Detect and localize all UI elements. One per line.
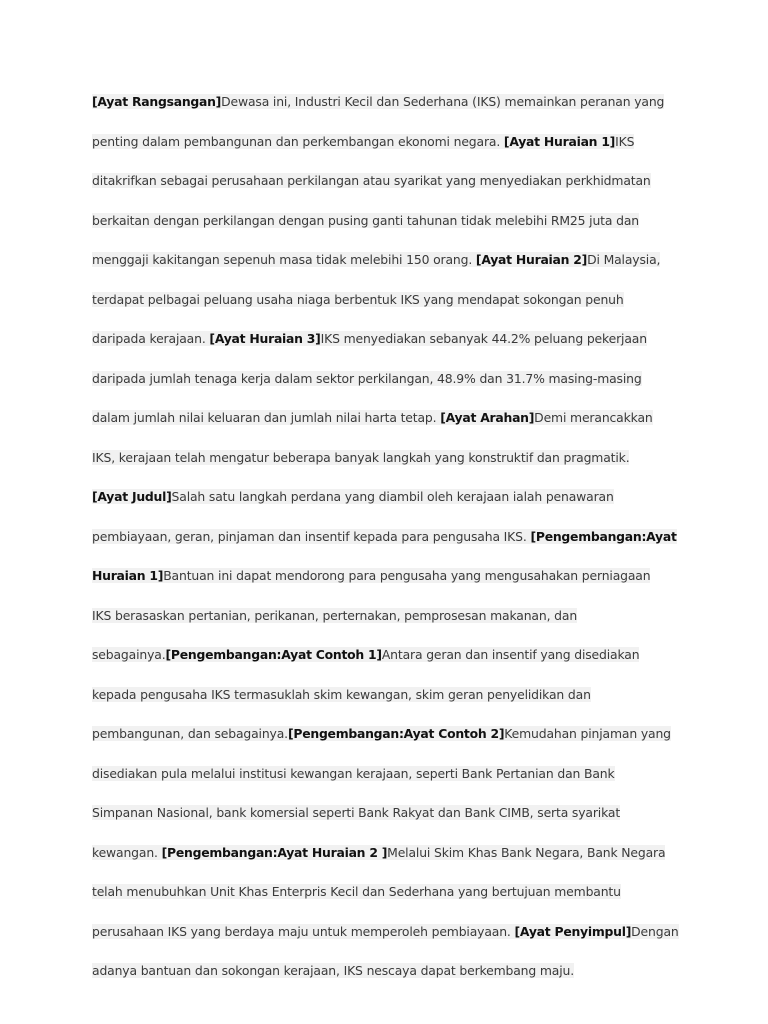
text-segment: menggaji kakitangan sepenuh masa tidak melebihi 150 orang.	[92, 252, 476, 267]
text-line	[92, 722, 671, 746]
text-segment: perusahaan IKS yang berdaya maju untuk memperoleh pembiayaan.	[92, 924, 515, 939]
text-segment: pembangunan, dan sebagainya.	[92, 726, 288, 741]
text-segment: Antara geran dan insentif yang disediakan	[381, 647, 640, 662]
structure-tag: [Ayat Penyimpul]	[514, 924, 632, 939]
text-line	[92, 327, 647, 351]
text-line	[92, 406, 653, 430]
text-segment: terdapat pelbagai peluang usaha niaga berbentuk IKS yang mendapat sokongan penuh	[92, 292, 624, 307]
text-segment: Bantuan ini dapat mendorong para pengusaha yang mengusahakan perniagaan	[163, 568, 651, 583]
text-line	[92, 880, 621, 904]
text-segment: daripada kerajaan.	[92, 331, 210, 346]
structure-tag: [Pengembangan:Ayat	[530, 529, 677, 544]
text-line	[92, 604, 577, 628]
structure-tag: [Pengembangan:Ayat Huraian 2 ]	[161, 845, 388, 860]
text-segment: ditakrifkan sebagai perusahaan perkilangan atau syarikat yang menyediakan perkhidmatan	[92, 173, 651, 188]
structure-tag: [Ayat Huraian 2]	[475, 252, 588, 267]
text-segment: Dengan	[631, 924, 679, 939]
text-segment: Di Malaysia,	[587, 252, 661, 267]
text-segment: dalam jumlah nilai keluaran dan jumlah nilai harta tetap.	[92, 410, 441, 425]
structure-tag: Huraian 1]	[92, 568, 164, 583]
text-line	[92, 564, 650, 588]
text-line	[92, 801, 620, 825]
text-line	[92, 446, 629, 470]
structure-tag: [Ayat Huraian 1]	[503, 134, 616, 149]
text-segment: berkaitan dengan perkilangan dengan pusing ganti tahunan tidak melebihi RM25 juta dan	[92, 213, 639, 228]
text-line	[92, 762, 615, 786]
text-segment: daripada jumlah tenaga kerja dalam sektor perkilangan, 48.9% dan 31.7% masing-masing	[92, 371, 642, 386]
text-segment: kepada pengusaha IKS termasuklah skim kewangan, skim geran penyelidikan dan	[92, 687, 591, 702]
text-segment: disediakan pula melalui institusi kewangan kerajaan, seperti Bank Pertanian dan Bank	[92, 766, 615, 781]
text-segment: sebagainya.	[92, 647, 166, 662]
text-segment: Melalui Skim Khas Bank Negara, Bank Negara	[387, 845, 666, 860]
text-segment: Simpanan Nasional, bank komersial seperti Bank Rakyat dan Bank CIMB, serta syarikat	[92, 805, 621, 820]
text-line	[92, 367, 642, 391]
structure-tag: [Ayat Huraian 3]	[209, 331, 321, 346]
text-segment: Demi merancakkan	[534, 410, 653, 425]
text-line	[92, 959, 574, 983]
text-segment: adanya bantuan dan sokongan kerajaan, IKS nescaya dapat berkembang maju.	[92, 963, 574, 978]
text-line	[92, 841, 665, 865]
text-line	[92, 248, 660, 272]
text-segment: pembiayaan, geran, pinjaman dan insentif kepada para pengusaha IKS.	[92, 529, 531, 544]
text-line	[92, 920, 679, 944]
text-segment: IKS menyediakan sebanyak 44.2% peluang pekerjaan	[320, 331, 647, 346]
text-segment: IKS, kerajaan telah mengatur beberapa banyak langkah yang konstruktif dan pragmatik.	[92, 450, 630, 465]
text-segment: Kemudahan pinjaman yang	[504, 726, 671, 741]
text-segment: telah menubuhkan Unit Khas Enterpris Kecil dan Sederhana yang bertujuan membantu	[92, 884, 621, 899]
text-line	[92, 169, 651, 193]
structure-tag: [Ayat Judul]	[92, 489, 172, 504]
text-segment: IKS berasaskan pertanian, perikanan, perternakan, pemprosesan makanan, dan	[92, 608, 578, 623]
text-segment: kewangan.	[92, 845, 162, 860]
text-line	[92, 130, 634, 154]
structure-tag: [Pengembangan:Ayat Contoh 2]	[287, 726, 505, 741]
text-line	[92, 485, 614, 509]
text-line	[92, 525, 677, 549]
structure-tag: [Ayat Arahan]	[440, 410, 535, 425]
text-segment: penting dalam pembangunan dan perkembangan ekonomi negara.	[92, 134, 504, 149]
text-segment: Dewasa ini, Industri Kecil dan Sederhana (IKS) memainkan peranan yang	[221, 94, 665, 109]
text-line	[92, 683, 591, 707]
text-line	[92, 288, 624, 312]
text-segment: Salah satu langkah perdana yang diambil oleh kerajaan ialah penawaran	[171, 489, 614, 504]
text-segment: IKS	[615, 134, 635, 149]
structure-tag: [Pengembangan:Ayat Contoh 1]	[165, 647, 382, 662]
text-line	[92, 643, 639, 667]
structure-tag: [Ayat Rangsangan]	[92, 94, 222, 109]
text-line	[92, 90, 664, 114]
text-line	[92, 209, 639, 233]
